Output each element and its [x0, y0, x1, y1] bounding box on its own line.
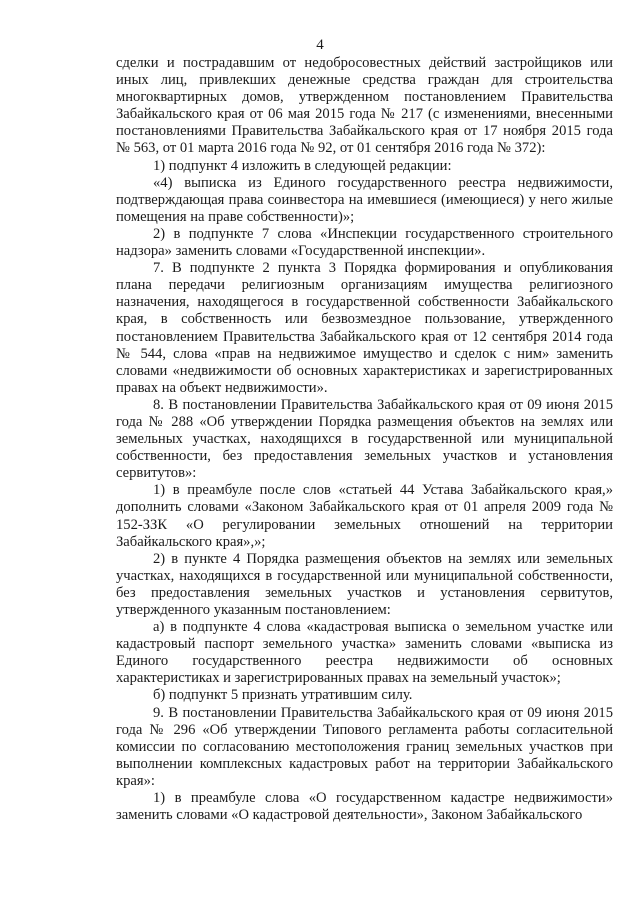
paragraph-item-7: 7. В подпункте 2 пункта 3 Порядка формирования и опубликования плана передачи религиозным организациям имущества религиозного назначения, находящегося в государственной собственности Забайкальского края, в собственность или безвозмездное пользование, утвержденного постановлением Правительства Забайкальского края от 12 сентября 2014 года № 544, слова «прав на недвижимое имущество и сделок с ним» заменить словами «недвижимости об основных характеристиках и зарегистрированных правах на объект недвижимости». — [116, 260, 613, 396]
paragraph-quoted-subitem-4: «4) выписка из Единого государственного реестра недвижимости, подтверждающая права соинвестора на имевшиеся (имеющиеся) у него жилые помещения на праве собственности)»; — [116, 174, 613, 225]
paragraph-subitem-2: 2) в подпункте 7 слова «Инспекции государственного строительного надзора» заменить словами «Государственной инспекции». — [116, 225, 613, 260]
paragraph-item-8-subitem-1: 1) в преамбуле после слов «статьей 44 Устава Забайкальского края,» дополнить словами «Законом Забайкальского края от 01 апреля 2009 года № 152-ЗЗК «О регулировании земельных отношений на территории Забайкальского края»,»; — [116, 482, 613, 550]
paragraph-item-8-subitem-a: а) в подпункте 4 слова «кадастровая выписка о земельном участке или кадастровый паспорт земельного участка» заменить словами «выписка из Единого государственного реестра недвижимости об основных характеристиках и зарегистрированных правах на земельный участок»; — [116, 619, 613, 687]
paragraph-item-9: 9. В постановлении Правительства Забайкальского края от 09 июня 2015 года № 296 «Об утверждении Типового регламента работы согласительной комиссии по согласованию местоположения границ земельных участков при выполнении комплексных кадастровых работ на территории Забайкальского края»: — [116, 704, 613, 789]
document-body — [116, 55, 613, 824]
paragraph-continuation: сделки и пострадавшим от недобросовестных действий застройщиков или иных лиц, привлекших денежные средства граждан для строительства многоквартирных домов, утвержденном постановлением Правительства Забайкальского края от 06 мая 2015 года № 217 (с изменениями, внесенными постановлениями Правительства Забайкальского края от 17 ноября 2015 года № 563, от 01 марта 2016 года № 92, от 01 сентября 2016 года № 372): — [116, 55, 613, 157]
paragraph-item-8-subitem-b: б) подпункт 5 признать утратившим силу. — [153, 687, 413, 704]
paragraph-item-8: 8. В постановлении Правительства Забайкальского края от 09 июня 2015 года № 288 «Об утверждении Порядка размещения объектов на землях или земельных участках, находящихся в государственной или муниципальной собственности, без предоставления земельных участков и установления сервитутов»: — [116, 396, 613, 482]
paragraph-subitem-1: 1) подпункт 4 изложить в следующей редакции: — [153, 157, 452, 174]
paragraph-item-8-subitem-2: 2) в пункте 4 Порядка размещения объектов на землях или земельных участках, находящихся в государственной или муниципальной собственности, без предоставления земельных участков и установления сервитутов, утвержденного указанным постановлением: — [116, 550, 613, 618]
paragraph-item-9-subitem-1: 1) в преамбуле слова «О государственном кадастре недвижимости» заменить словами «О кадастровой деятельности», Законом Забайкальского — [116, 790, 613, 824]
page-number: 4 — [316, 37, 324, 53]
